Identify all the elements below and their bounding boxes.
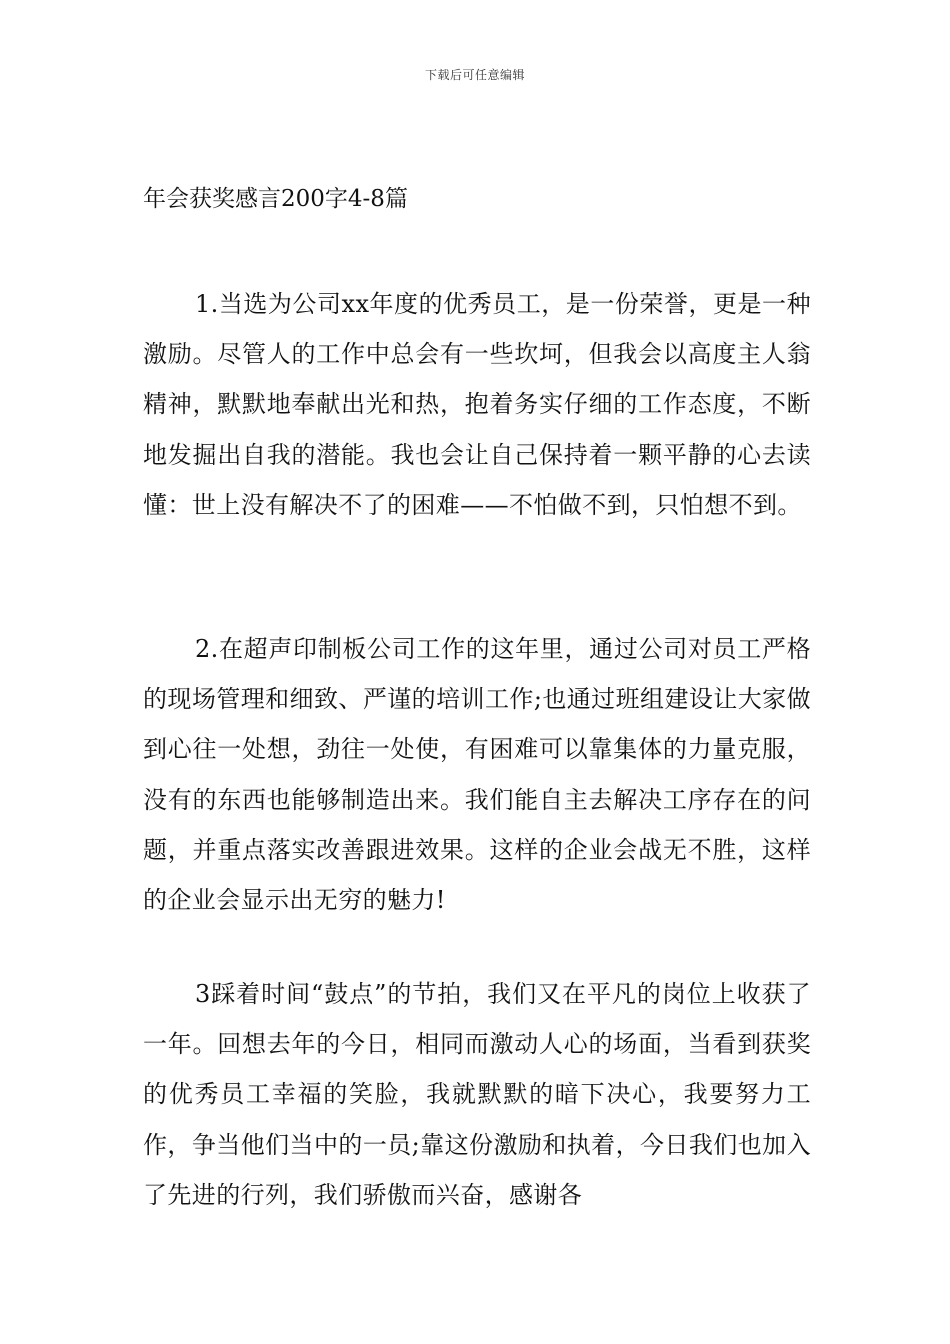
document-title: 年会获奖感言200字4-8篇 xyxy=(143,186,408,212)
paragraph-2: 2.在超声印制板公司工作的这年里，通过公司对员工严格的现场管理和细致、严谨的培训工作;也通过班组建设让大家做到心往一处想，劲往一处使，有困难可以靠集体的力量克服，没有的东西也能够制造出来。我们能自主去解决工序存在的问题，并重点落实改善跟进效果。这样的企业会战无不胜，这样的企业会显示出无穷的魅力! xyxy=(143,635,811,915)
header-note: 下载后可任意编辑 xyxy=(424,68,525,82)
paragraph-1: 1.当选为公司xx年度的优秀员工，是一份荣誉，更是一种激励。尽管人的工作中总会有一些坎坷，但我会以高度主人翁精神，默默地奉献出光和热，抱着务实仔细的工作态度，不断地发掘出自我的潜能。我也会让自己保持着一颗平静的心去读懂：世上没有解决不了的困难——不怕做不到，只怕想不到。 xyxy=(143,290,811,519)
paragraph-3: 3踩着时间“鼓点”的节拍，我们又在平凡的岗位上收获了一年。回想去年的今日，相同而激动人心的场面，当看到获奖的优秀员工幸福的笑脸，我就默默的暗下决心，我要努力工作，争当他们当中的一员;靠这份激励和执着，今日我们也加入了先进的行列，我们骄傲而兴奋，感谢各 xyxy=(143,980,811,1209)
